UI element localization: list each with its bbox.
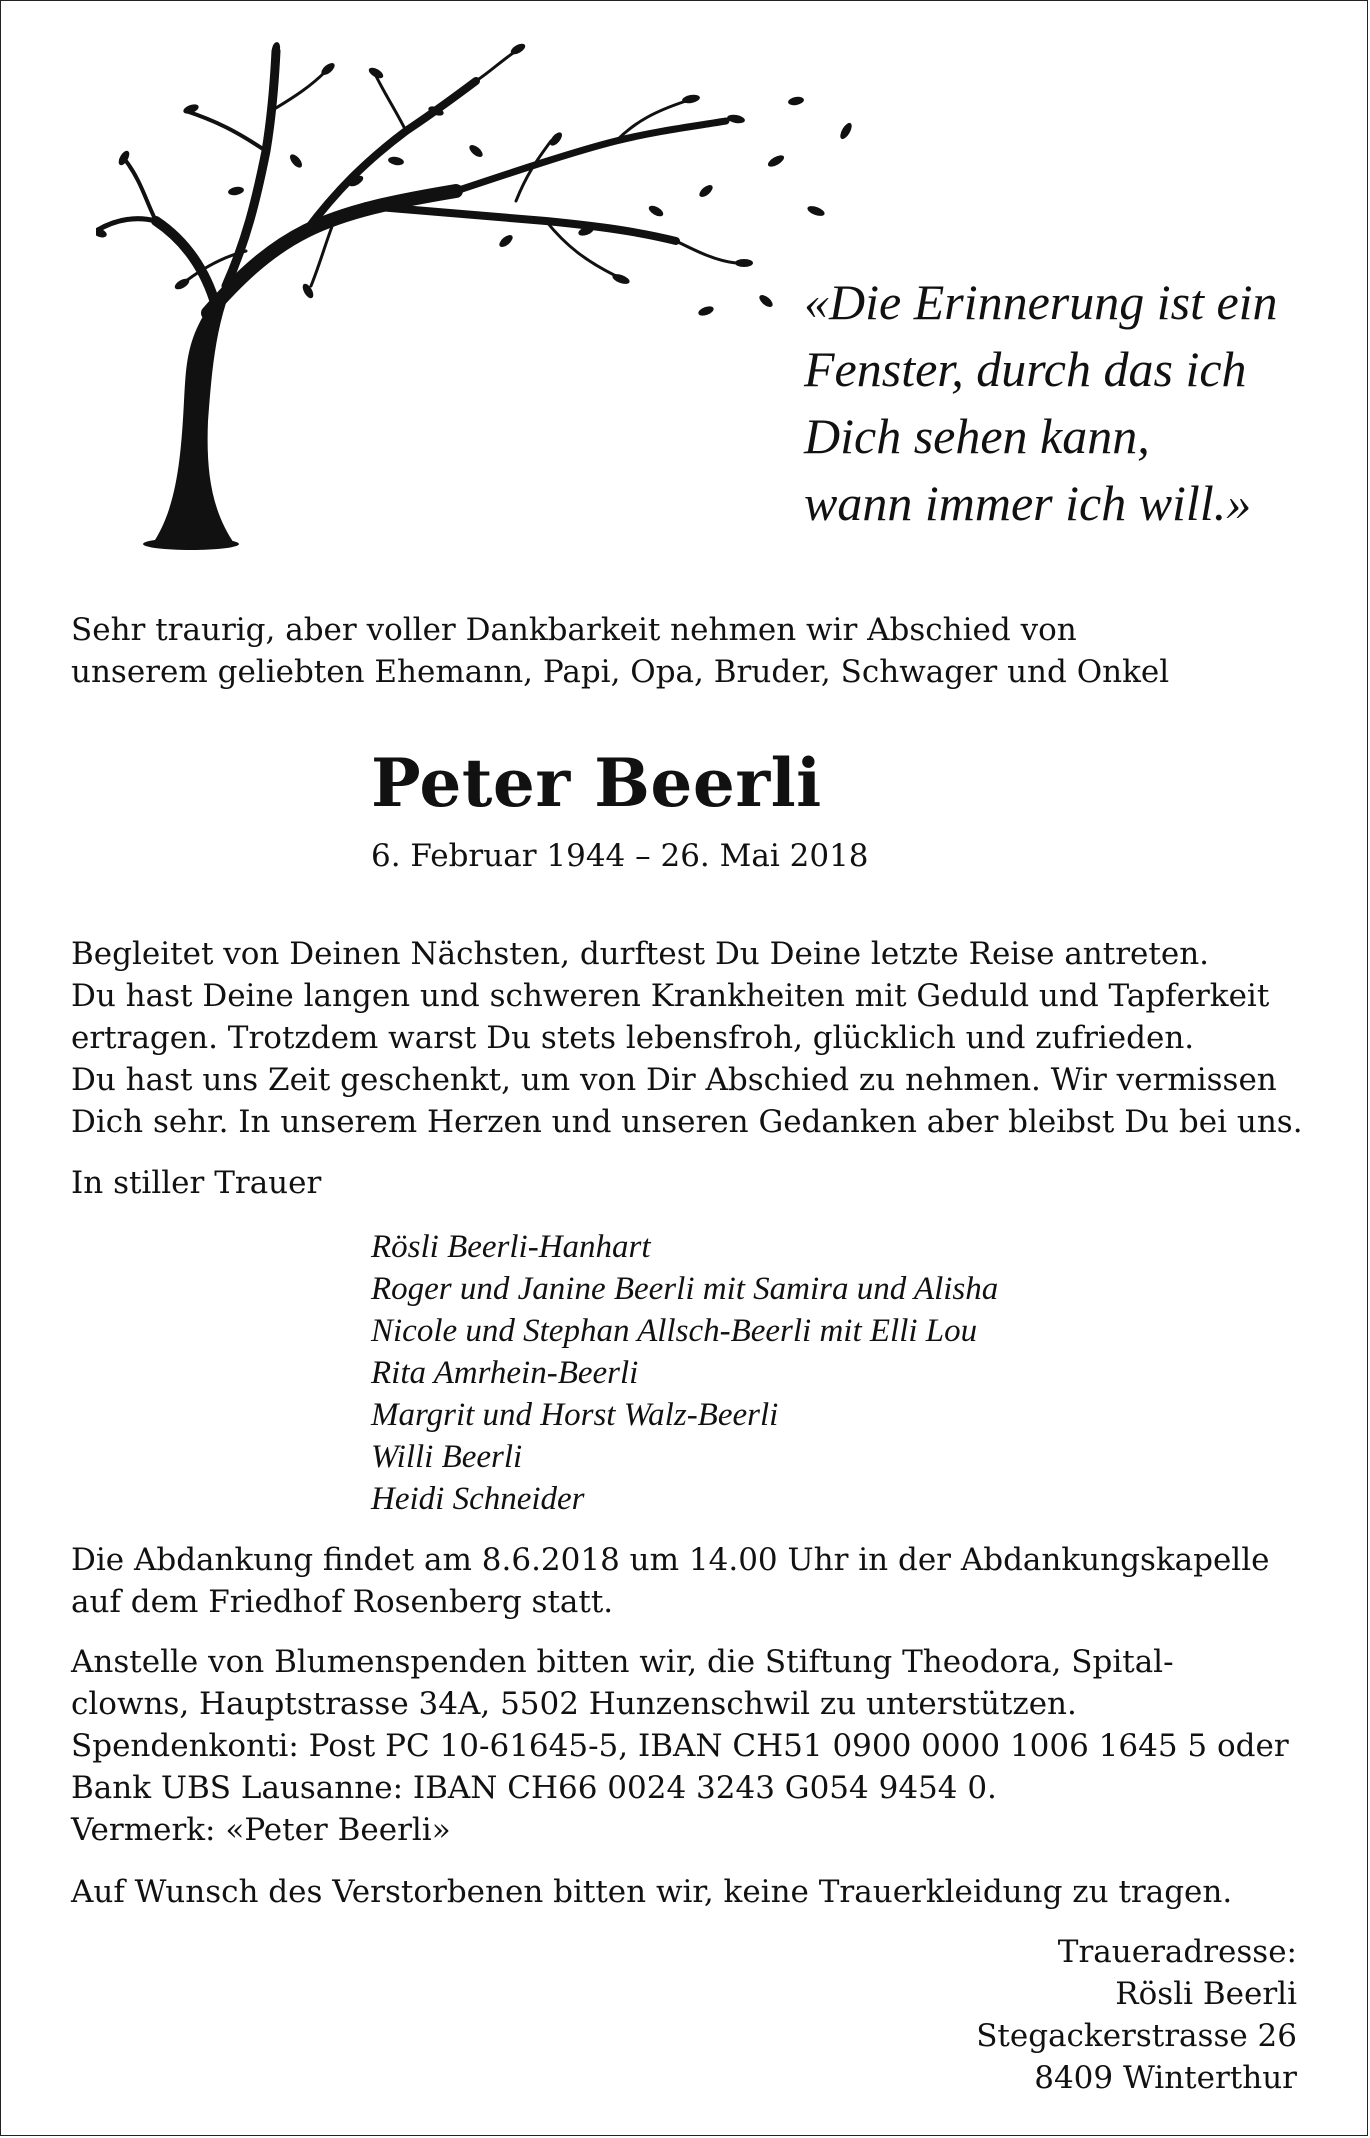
paragraph-line: clowns, Hauptstrasse 34A, 5502 Hunzenschwil zu unterstützen. — [71, 1686, 1077, 1722]
paragraph-line: Anstelle von Blumenspenden bitten wir, die Stiftung Theodora, Spital- — [71, 1644, 1174, 1680]
mourning-address — [976, 1931, 1297, 2099]
family-member: Willi Beerli — [371, 1439, 523, 1475]
intro-line: unserem geliebten Ehemann, Papi, Opa, Bruder, Schwager und Onkel — [71, 654, 1170, 690]
ceremony-paragraph — [71, 1539, 1311, 1623]
clothing-note: Auf Wunsch des Verstorbenen bitten wir, keine Trauerkleidung zu tragen. — [71, 1874, 1233, 1910]
paragraph-line: Die Abdankung findet am 8.6.2018 um 14.00 Uhr in der Abdankungskapelle — [71, 1542, 1270, 1578]
life-dates: 6. Februar 1944 – 26. Mai 2018 — [371, 838, 869, 874]
family-member: Roger und Janine Beerli mit Samira und Alisha — [371, 1271, 999, 1307]
family-member: Rita Amrhein-Beerli — [371, 1355, 639, 1391]
paragraph-line: Begleitet von Deinen Nächsten, durftest Du Deine letzte Reise antreten. — [71, 936, 1210, 972]
paragraph-line: Du hast Deine langen und schweren Krankheiten mit Geduld und Tapferkeit — [71, 978, 1270, 1014]
paragraph-line: Vermerk: «Peter Beerli» — [71, 1812, 451, 1848]
deceased-name: Peter Beerli — [371, 744, 822, 822]
address-line: Stegackerstrasse 26 — [976, 2018, 1297, 2054]
paragraph-line: Du hast uns Zeit geschenkt, um von Dir Abschied zu nehmen. Wir vermissen — [71, 1062, 1277, 1098]
family-member: Rösli Beerli-Hanhart — [371, 1229, 651, 1265]
paragraph-line: Spendenkonti: Post PC 10-61645-5, IBAN CH51 0900 0000 1006 1645 5 oder — [71, 1728, 1289, 1764]
donation-paragraph — [71, 1641, 1311, 1851]
mourning-label: In stiller Trauer — [71, 1165, 322, 1201]
address-line: 8409 Winterthur — [1034, 2060, 1297, 2096]
family-member: Nicole und Stephan Allsch-Beerli mit Elli Lou — [371, 1313, 978, 1349]
paragraph-line: Bank UBS Lausanne: IBAN CH66 0024 3243 G054 9454 0. — [71, 1770, 997, 1806]
tree-icon — [96, 41, 876, 561]
family-member: Heidi Schneider — [371, 1481, 585, 1517]
paragraph-line: Dich sehr. In unserem Herzen und unseren Gedanken aber bleibst Du bei uns. — [71, 1104, 1303, 1140]
intro-line: Sehr traurig, aber voller Dankbarkeit nehmen wir Abschied von — [71, 612, 1077, 648]
family-list — [371, 1226, 998, 1520]
memorial-quote — [804, 269, 1324, 537]
address-line: Rösli Beerli — [1115, 1976, 1297, 2012]
paragraph-line: ertragen. Trotzdem warst Du stets lebensfroh, glücklich und zufrieden. — [71, 1020, 1195, 1056]
intro-text — [71, 609, 1311, 693]
family-member: Margrit und Horst Walz-Beerli — [371, 1397, 779, 1433]
quote-line: Fenster, durch das ich — [804, 341, 1247, 397]
quote-line: wann immer ich will.» — [804, 475, 1252, 531]
quote-line: Dich sehen kann, — [804, 408, 1150, 464]
quote-line: «Die Erinnerung ist ein — [804, 274, 1278, 330]
paragraph-line: auf dem Friedhof Rosenberg statt. — [71, 1584, 614, 1620]
farewell-paragraph — [71, 933, 1311, 1143]
address-line: Traueradresse: — [1057, 1934, 1297, 1970]
